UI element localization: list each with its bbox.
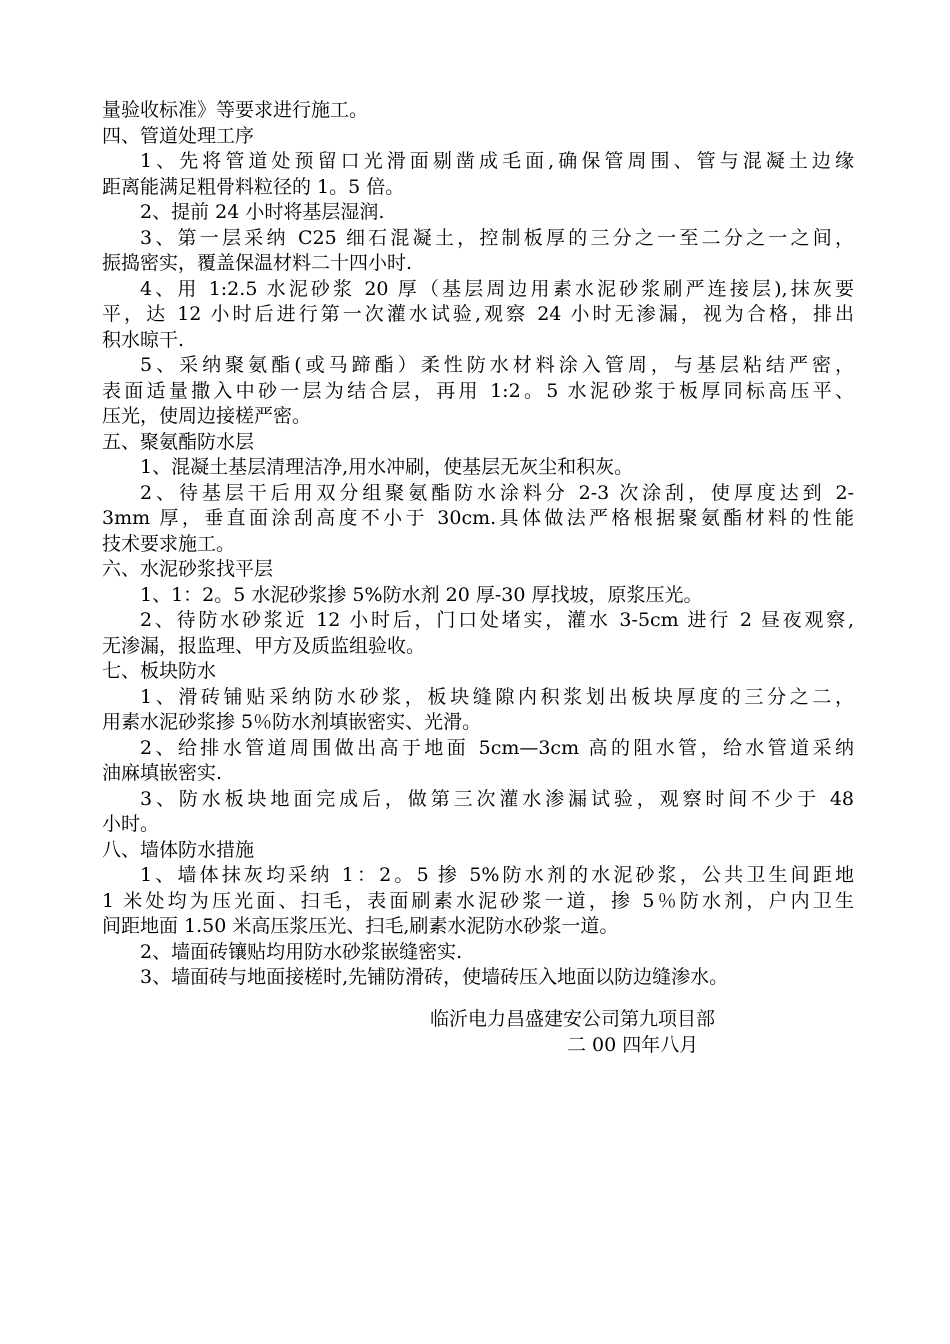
text-line: 2、提前 24 小时将基层湿润. bbox=[140, 201, 385, 223]
text-line: 3、第一层采纳 C25 细石混凝土，控制板厚的三分之一至二分之一之间， bbox=[140, 226, 854, 249]
text-line: 平，达 12 小时后进行第一次灌水试验,观察 24 小时无渗漏，视为合格，排出 bbox=[102, 303, 854, 325]
section-heading: 四、管道处理工序 bbox=[102, 124, 255, 147]
text-line: 1、混凝土基层清理洁净,用水冲刷，使基层无灰尘和积灰。 bbox=[140, 456, 634, 478]
signature-line: 临沂电力昌盛建安公司第九项目部 bbox=[430, 1008, 716, 1030]
text-line: 无渗漏，报监理、甲方及质监组验收。 bbox=[102, 634, 426, 657]
section-heading: 八、墙体防水措施 bbox=[102, 838, 255, 861]
text-line: 振捣密实，覆盖保温材料二十四小时. bbox=[102, 252, 413, 274]
text-line: 1、滑砖铺贴采纳防水砂浆，板块缝隙内积浆划出板块厚度的三分之二， bbox=[140, 685, 854, 708]
text-line: 油麻填嵌密实. bbox=[102, 762, 223, 784]
text-line: 1、1：2。5 水泥砂浆掺 5%防水剂 20 厚-30 厚找坡，原浆压光。 bbox=[140, 583, 703, 606]
date-line: 二 00 四年八月 bbox=[567, 1034, 699, 1056]
text-line: 小时。 bbox=[102, 813, 160, 835]
document-body bbox=[102, 98, 854, 991]
text-line: 1、先将管道处预留口光滑面剔凿成毛面,确保管周围、管与混凝土边缘 bbox=[140, 150, 854, 172]
text-line: 压光，使周边接槎严密。 bbox=[102, 405, 312, 427]
text-line: 1 米处均为压光面、扫毛，表面刷素水泥砂浆一道，掺 5％防水剂，户内卫生 bbox=[102, 889, 854, 912]
text-line: 积水晾干. bbox=[102, 328, 185, 351]
text-line: 3mm 厚，垂直面涂刮高度不小于 30cm.具体做法严格根据聚氨酯材料的性能 bbox=[102, 507, 854, 529]
text-line: 距离能满足粗骨料粒径的 1。5 倍。 bbox=[102, 175, 405, 198]
text-line: 量验收标准》等要求进行施工。 bbox=[102, 99, 369, 121]
section-heading: 六、水泥砂浆找平层 bbox=[102, 558, 274, 580]
text-line: 4、用 1:2.5 水泥砂浆 20 厚（基层周边用素水泥砂浆刷严连接层),抹灰要 bbox=[140, 277, 854, 300]
text-line: 2、给排水管道周围做出高于地面 5cm—3cm 高的阻水管，给水管道采纳 bbox=[140, 736, 854, 759]
text-line: 1、墙体抹灰均采纳 1：2。5 掺 5%防水剂的水泥砂浆，公共卫生间距地 bbox=[140, 864, 854, 886]
text-line: 3、墙面砖与地面接槎时,先铺防滑砖，使墙砖压入地面以防边缝渗水。 bbox=[140, 966, 729, 988]
text-line: 2、待防水砂浆近 12 小时后，门口处堵实，灌水 3-5cm 进行 2 昼夜观察, bbox=[140, 609, 854, 631]
text-line: 间距地面 1.50 米高压浆压光、扫毛,刷素水泥防水砂浆一道。 bbox=[102, 915, 619, 937]
text-line: 表面适量撒入中砂一层为结合层，再用 1:2。5 水泥砂浆于板厚同标高压平、 bbox=[102, 379, 854, 402]
text-line: 5、采纳聚氨酯(或马蹄酯）柔性防水材料涂入管周，与基层粘结严密， bbox=[140, 354, 854, 376]
text-line: 3、防水板块地面完成后，做第三次灌水渗漏试验，观察时间不少于 48 bbox=[140, 787, 854, 810]
text-line: 技术要求施工。 bbox=[102, 532, 236, 555]
section-heading: 七、板块防水 bbox=[102, 660, 217, 682]
section-heading: 五、聚氨酯防水层 bbox=[102, 430, 255, 453]
text-line: 2、待基层干后用双分组聚氨酯防水涂料分 2-3 次涂刮，使厚度达到 2- bbox=[140, 481, 854, 504]
text-line: 2、墙面砖镶贴均用防水砂浆嵌缝密实. bbox=[140, 940, 463, 963]
text-line: 用素水泥砂浆掺 5％防水剂填嵌密实、光滑。 bbox=[102, 711, 482, 733]
